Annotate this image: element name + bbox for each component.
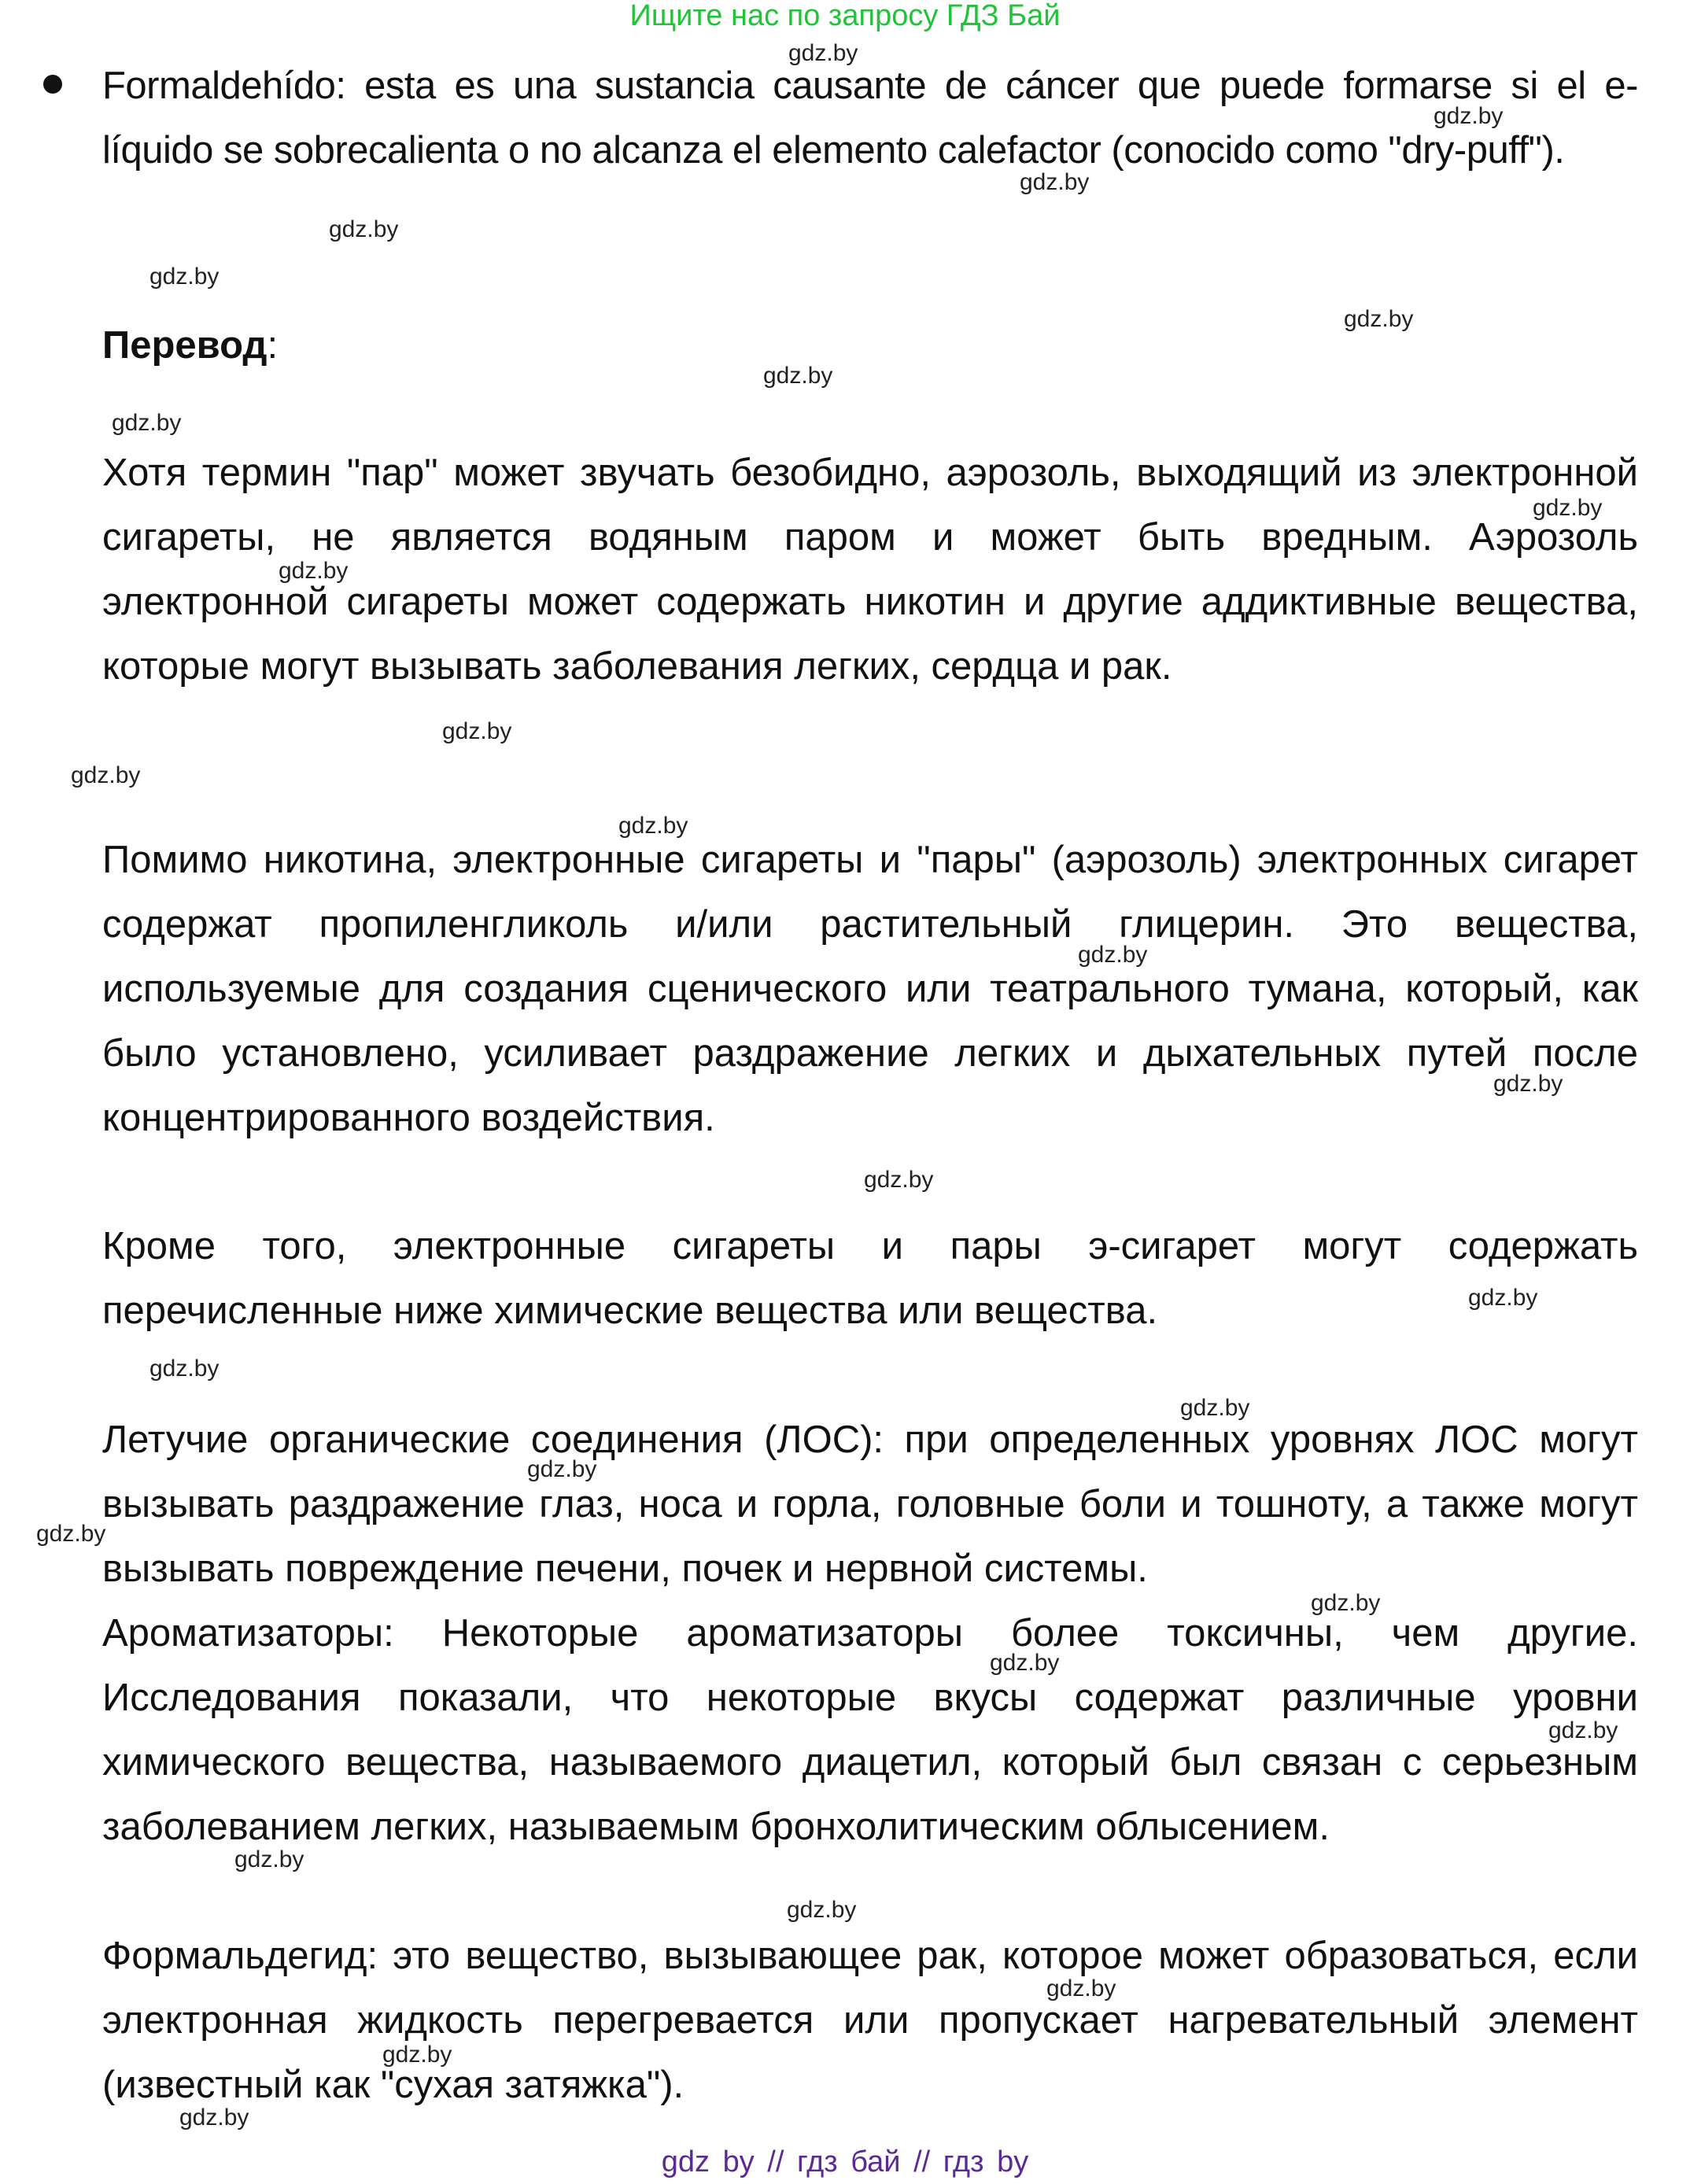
- footer-links: gdz by // гдз бай // гдз by: [661, 2145, 1029, 2178]
- watermark: gdz.by: [1078, 942, 1148, 968]
- bullet-dot-icon: [43, 75, 62, 94]
- top-banner: Ищите нас по запросу ГДЗ Бай: [629, 0, 1061, 32]
- watermark: gdz.by: [329, 216, 399, 242]
- paragraph-vapor: Хотя термин "пар" может звучать безобидно, аэрозоль, выходящий из электронной сигареты, не является водяным паром и может быть вредным. Аэрозоль электронной сигареты может содержать никотин и другие аддиктивные вещества, которые могут вызывать заболевания легких, сердца и рак.: [102, 452, 1638, 688]
- watermark: gdz.by: [112, 410, 182, 436]
- watermark: gdz.by: [1533, 495, 1603, 521]
- watermark: gdz.by: [382, 2042, 452, 2068]
- watermark: gdz.by: [179, 2105, 249, 2131]
- watermark: gdz.by: [442, 718, 512, 744]
- paragraph-voc: Летучие органические соединения (ЛОС): при определенных уровнях ЛОС могут вызывать раздражение глаз, носа и горла, головные боли и тошноту, а также могут вызывать повреждение печени, почек и нервной системы.: [102, 1418, 1638, 1590]
- watermark: gdz.by: [787, 1897, 857, 1923]
- watermark: gdz.by: [1344, 306, 1414, 332]
- watermark: gdz.by: [1434, 103, 1504, 129]
- watermark: gdz.by: [990, 1650, 1060, 1676]
- watermark: gdz.by: [36, 1521, 106, 1547]
- paragraph-flavorings: Ароматизаторы: Некоторые ароматизаторы более токсичны, чем другие. Исследования показали, что некоторые вкусы содержат различные уровни химического вещества, называемого диацетил, который был связан с серьезным заболеванием легких, называемым бронхолитическим облысением.: [102, 1612, 1638, 1848]
- watermark: gdz.by: [527, 1456, 597, 1482]
- paragraph-formaldehyde: Формальдегид: это вещество, вызывающее рак, которое может образоваться, если электронная жидкость перегревается или пропускает нагревательный элемент (известный как "сухая затяжка").: [102, 1935, 1638, 2106]
- paragraph-propylene-glycol: Помимо никотина, электронные сигареты и "пары" (аэрозоль) электронных сигарет содержат пропиленгликоль и/или растительный глицерин. Это вещества, используемые для создания сценического или театрального тумана, который, как было установлено, усиливает раздражение легких и дыхательных путей после концентрированного воздействия.: [102, 839, 1638, 1139]
- watermark: gdz.by: [1493, 1071, 1563, 1097]
- watermark: gdz.by: [279, 558, 349, 584]
- watermark: gdz.by: [234, 1846, 304, 1872]
- watermark: gdz.by: [1311, 1590, 1381, 1616]
- watermark: gdz.by: [1046, 1976, 1116, 2001]
- paragraph-chemicals-intro: Кроме того, электронные сигареты и пары э-сигарет могут содержать перечисленные ниже химические вещества или вещества.: [102, 1225, 1638, 1332]
- watermark: gdz.by: [149, 1356, 220, 1382]
- watermark: gdz.by: [1468, 1285, 1538, 1311]
- translation-heading-colon: :: [267, 324, 279, 367]
- watermark: gdz.by: [149, 264, 220, 290]
- watermark: gdz.by: [1548, 1717, 1618, 1743]
- watermark: gdz.by: [788, 40, 858, 66]
- translation-heading-label: Перевод: [102, 324, 268, 367]
- watermark: gdz.by: [1180, 1395, 1250, 1421]
- watermark: gdz.by: [864, 1167, 934, 1193]
- watermark: gdz.by: [763, 363, 833, 389]
- watermark: gdz.by: [618, 813, 688, 839]
- watermark: gdz.by: [1020, 169, 1090, 195]
- spanish-bullet-item: Formaldehído: esta es una sustancia causante de cáncer que puede formarse si el e-líquido se sobrecalienta o no alcanza el elemento calefactor (conocido como "dry-puff").: [102, 65, 1638, 172]
- translation-heading: [102, 313, 278, 378]
- watermark: gdz.by: [71, 762, 141, 788]
